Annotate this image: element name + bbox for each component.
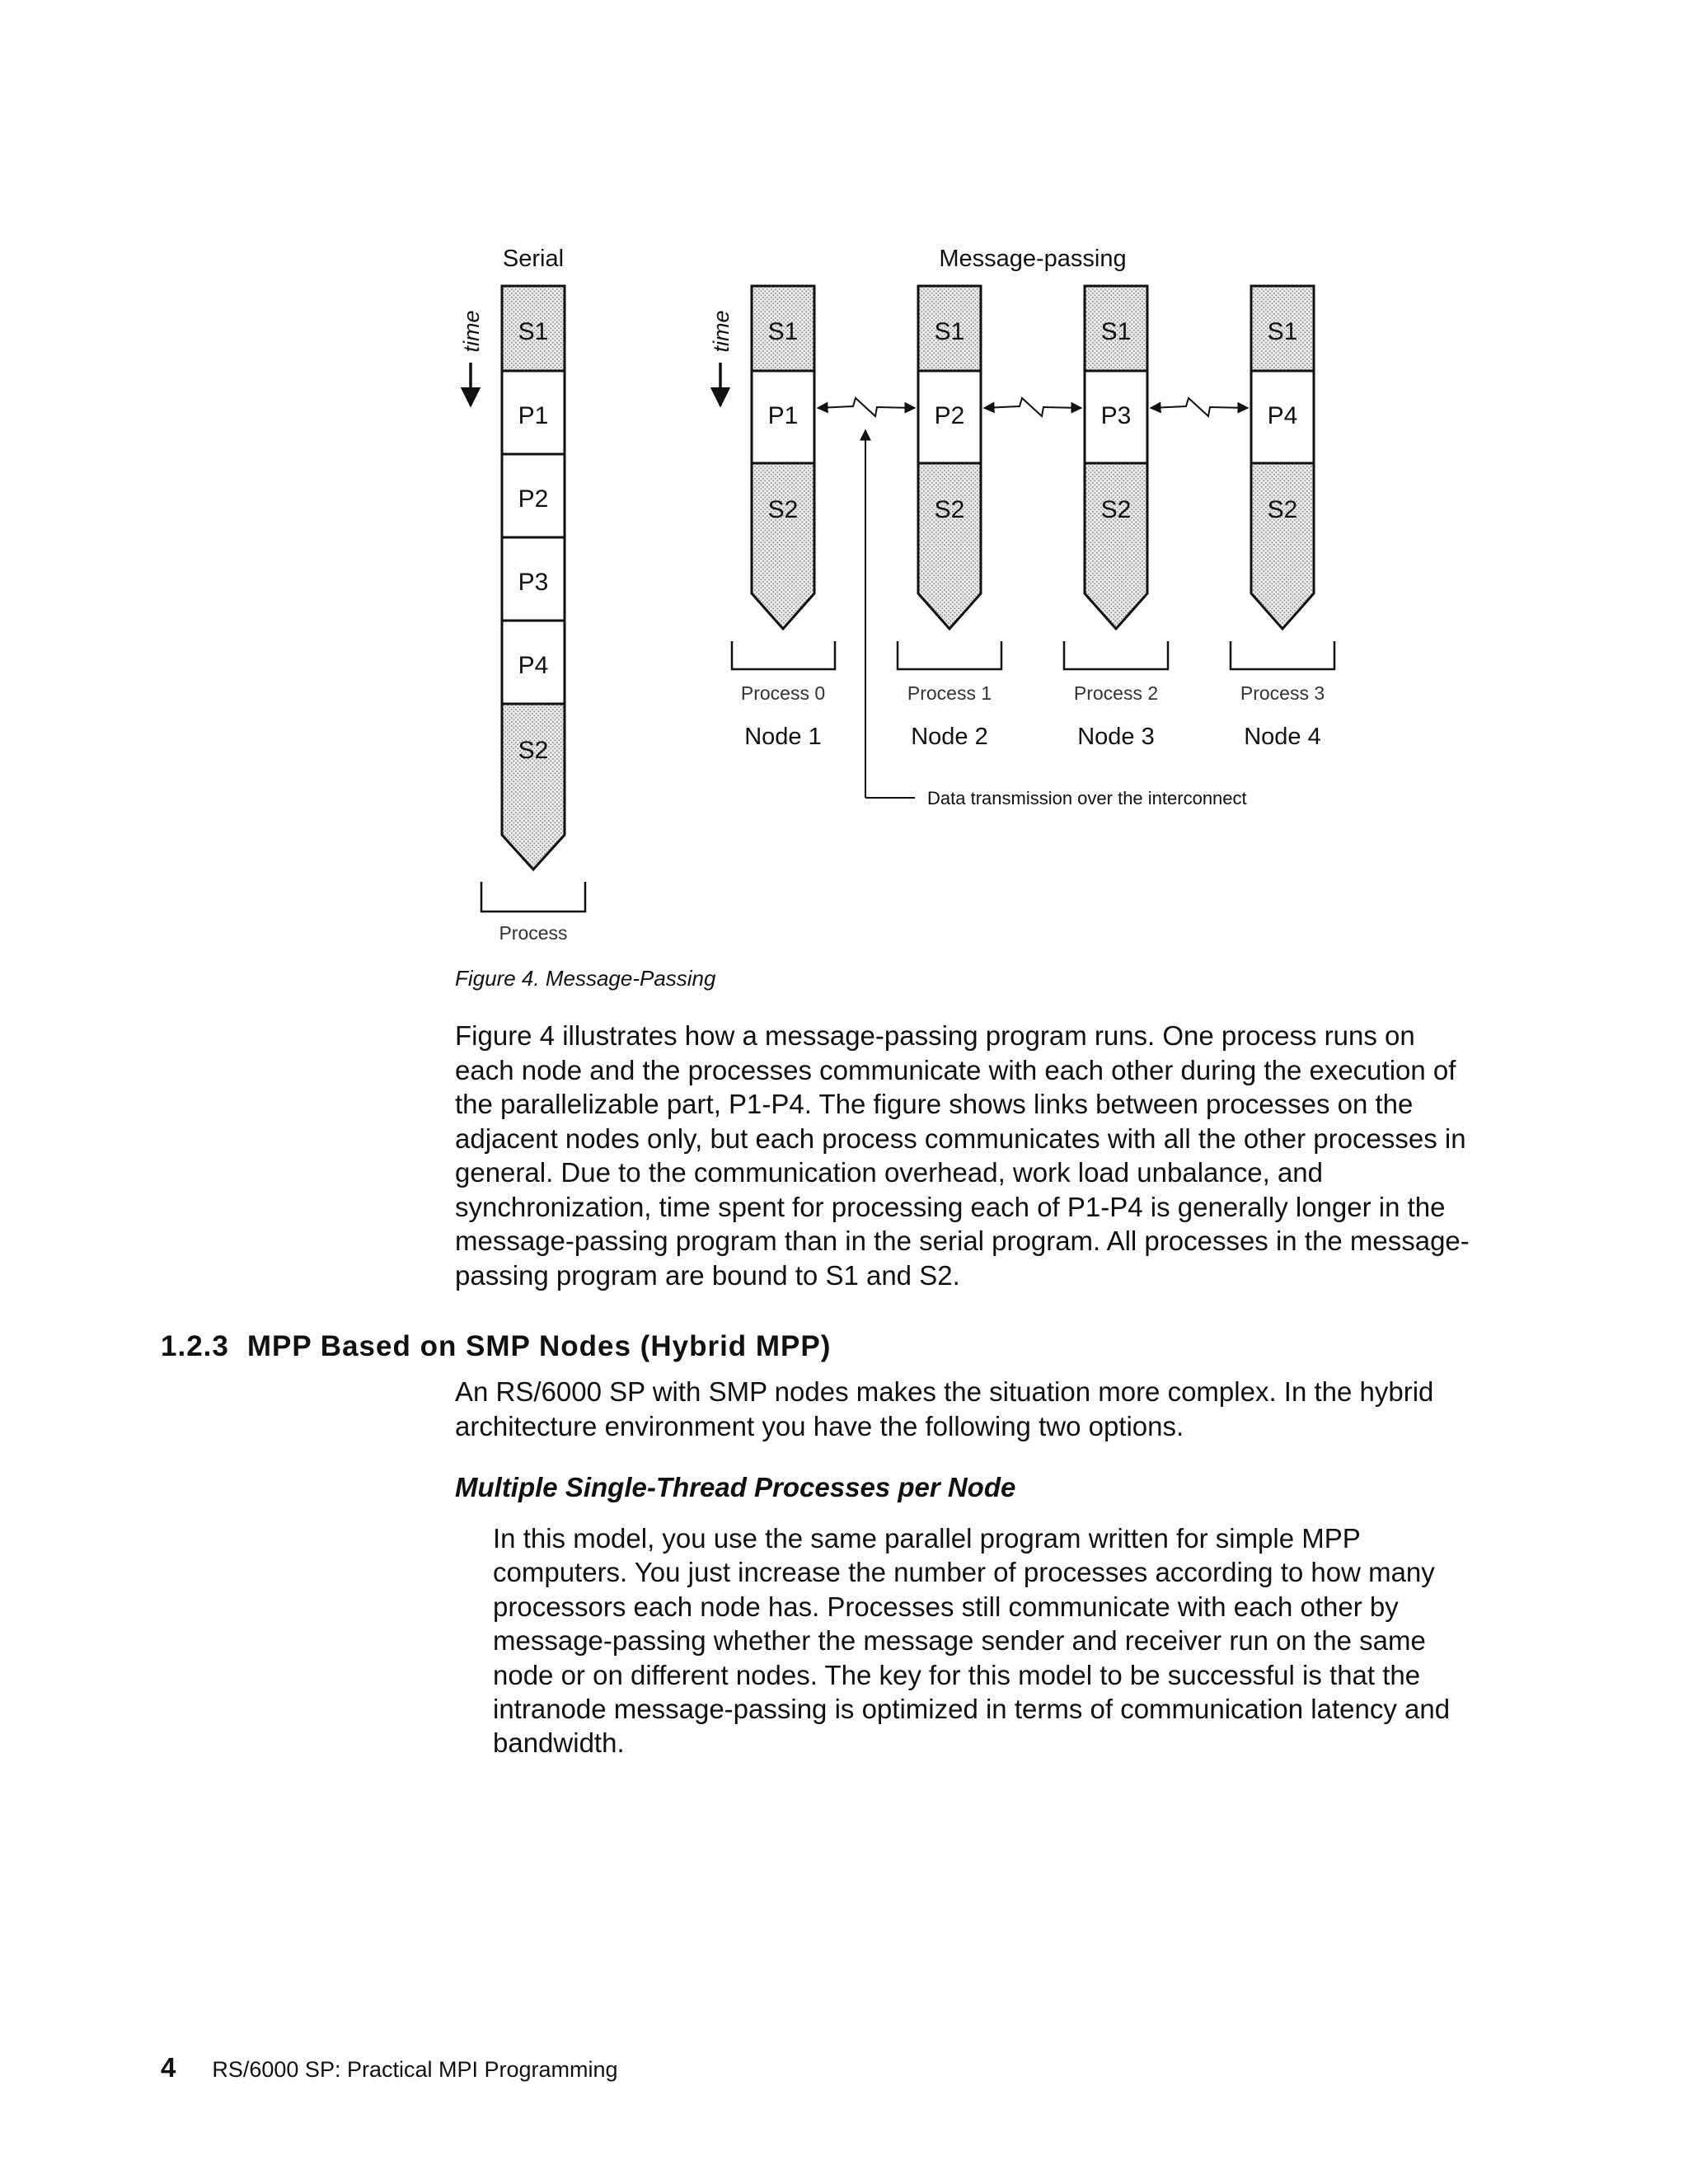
col1-process-label: Process 0	[740, 682, 826, 704]
col2-label-p: P2	[934, 402, 965, 429]
col4-node-label: Node 4	[1244, 724, 1321, 750]
section-intro: An RS/6000 SP with SMP nodes makes the situation more complex. In the hybrid architecture environment you have the following two options.	[455, 1376, 1434, 1441]
section-title: MPP Based on SMP Nodes (Hybrid MPP)	[246, 1330, 832, 1362]
serial-time-label: time	[459, 310, 484, 353]
mp-time-label: time	[709, 310, 734, 353]
col2-block-s2	[918, 463, 981, 629]
col1-block-s2	[752, 463, 814, 629]
col3-block-s2	[1085, 463, 1147, 629]
col3-process-label: Process 2	[1073, 682, 1159, 704]
col2-label-s1: S1	[934, 318, 965, 345]
serial-time-indicator	[459, 310, 484, 405]
col1-label-p: P1	[767, 402, 799, 429]
serial-label-p2: P2	[518, 485, 549, 513]
col2-node-label: Node 2	[911, 724, 988, 750]
col4-block-s2	[1251, 463, 1314, 629]
serial-block-s2	[502, 704, 565, 869]
link-p3-p4	[1151, 398, 1248, 416]
col3-bracket	[1064, 641, 1168, 669]
col3-label-p: P3	[1100, 402, 1132, 429]
serial-process-bracket	[481, 882, 585, 912]
section-number: 1.2.3	[161, 1330, 229, 1362]
col4-label-p: P4	[1267, 402, 1298, 429]
interconnect-note: Data transmission over the interconnect	[927, 788, 1247, 808]
process-column-1	[732, 286, 835, 750]
serial-title: Serial	[502, 246, 565, 272]
section-heading	[161, 1330, 831, 1363]
serial-process-label: Process	[499, 922, 568, 944]
col2-bracket	[898, 641, 1001, 669]
col2-label-s2: S2	[934, 496, 965, 523]
serial-label-p1: P1	[518, 402, 549, 429]
serial-label-p3: P3	[518, 569, 549, 596]
serial-label-s1: S1	[518, 318, 549, 345]
message-passing-title: Message-passing	[939, 246, 1127, 272]
figure-caption: Figure 4. Message-Passing	[455, 966, 716, 991]
col1-bracket	[732, 641, 835, 669]
book-title: RS/6000 SP: Practical MPI Programming	[212, 2057, 618, 2082]
subsection-heading: Multiple Single-Thread Processes per Node	[455, 1472, 1016, 1502]
col4-bracket	[1231, 641, 1334, 669]
col2-process-label: Process 1	[907, 682, 992, 704]
process-column-4	[1231, 286, 1334, 750]
col3-label-s2: S2	[1100, 496, 1132, 523]
col4-label-s1: S1	[1267, 318, 1298, 345]
col3-label-s1: S1	[1100, 318, 1132, 345]
message-passing-figure	[0, 0, 1688, 964]
col3-node-label: Node 3	[1077, 724, 1155, 750]
col1-label-s1: S1	[767, 318, 799, 345]
page-footer	[161, 2052, 618, 2083]
col4-process-label: Process 3	[1240, 682, 1325, 704]
col4-label-s2: S2	[1267, 496, 1298, 523]
link-p2-p3	[984, 398, 1081, 416]
subsection-paragraph: In this model, you use the same parallel program written for simple MPP computers. You just increase the number of processes according to how many processors each node has. Processes still communicate with each other by message-passing whether the message sender and receiver run on the same node or on different nodes. The key for this model to be successful is that the intranode message-passing is optimized in terms of communication latency and bandwidth.	[493, 1523, 1451, 1759]
serial-label-s2: S2	[518, 737, 549, 764]
body-paragraph-1: Figure 4 illustrates how a message-passing program runs. One process runs on each node and the processes communicate with each other during the execution of the parallelizable part, P1-P4. The figure shows links between processes on the adjacent nodes only, but each process communicates with all the other processes in general. Due to the communication overhead, work load unbalance, and synchronization, time spent for processing each of P1-P4 is generally longer in the message-passing program than in the serial program. All processes in the message-passing program are bound to S1 and S2.	[455, 1020, 1470, 1291]
link-p1-p2	[818, 398, 915, 416]
serial-label-p4: P4	[518, 652, 549, 679]
col1-label-s2: S2	[767, 496, 799, 523]
page-number: 4	[161, 2052, 176, 2083]
serial-process-bar	[502, 286, 565, 869]
col1-node-label: Node 1	[744, 724, 822, 750]
mp-time-indicator	[709, 310, 734, 405]
process-column-3	[1064, 286, 1168, 750]
process-column-2	[898, 286, 1001, 750]
